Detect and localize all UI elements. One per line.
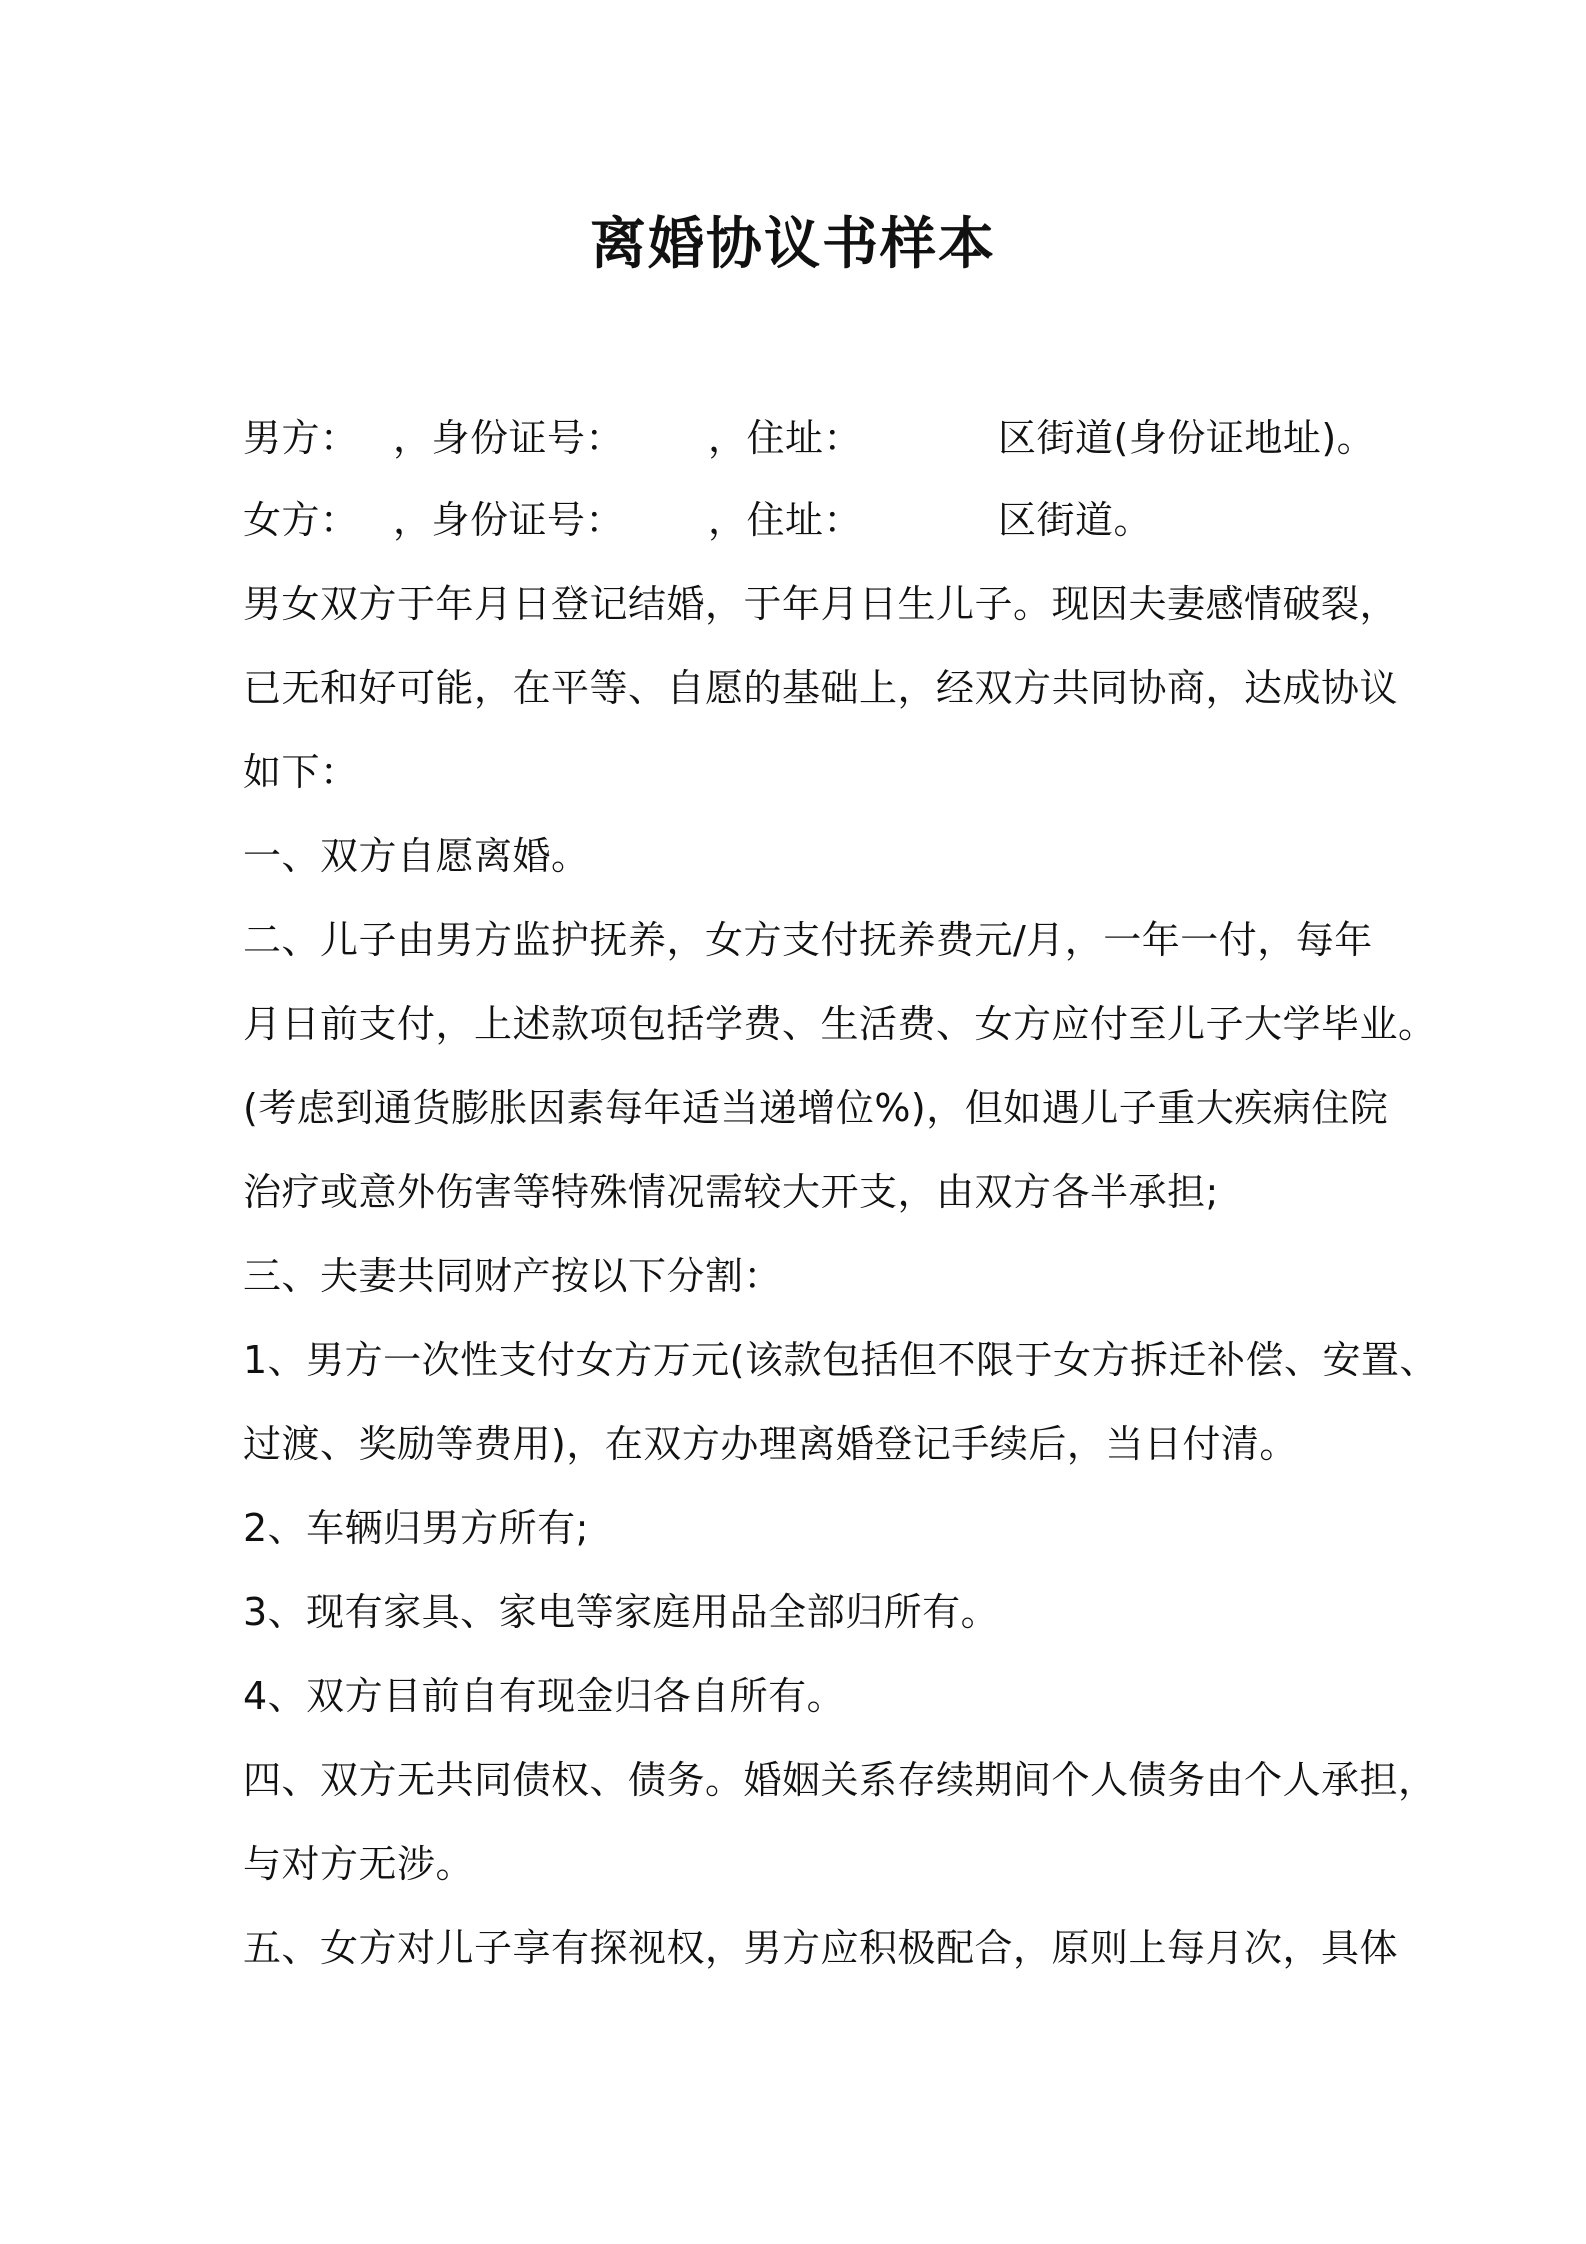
- party-female-address-label: ，住址：: [708, 498, 863, 542]
- party-male-address-suffix: 区街道(身份证地址)。: [998, 416, 1376, 460]
- body-line: 已无和好可能，在平等、自愿的基础上，经双方共同协商，达成协议: [243, 666, 1399, 710]
- party-female-label: 女方：: [243, 498, 359, 542]
- body-line: 2、车辆归男方所有;: [243, 1506, 589, 1550]
- body-line: 五、女方对儿子享有探视权，男方应积极配合，原则上每月次，具体: [243, 1926, 1399, 1970]
- body-line: 三、夫妻共同财产按以下分割：: [243, 1254, 783, 1298]
- body-line: 如下：: [243, 750, 359, 794]
- party-male-address-label: ，住址：: [708, 416, 863, 460]
- body-line: 4、双方目前自有现金归各自所有。: [243, 1674, 846, 1718]
- body-line: 治疗或意外伤害等特殊情况需较大开支，由双方各半承担;: [243, 1170, 1219, 1214]
- body-line: 一、双方自愿离婚。: [243, 834, 590, 878]
- body-line: 四、双方无共同债权、债务。婚姻关系存续期间个人债务由个人承担，: [243, 1758, 1437, 1802]
- body-line: 与对方无涉。: [243, 1842, 475, 1886]
- body-line: 3、现有家具、家电等家庭用品全部归所有。: [243, 1590, 1000, 1634]
- party-female-id-label: ，身份证号：: [393, 498, 625, 542]
- body-line: (考虑到通货膨胀因素每年适当递增位%)，但如遇儿子重大疾病住院: [243, 1086, 1389, 1130]
- body-line: 二、儿子由男方监护抚养，女方支付抚养费元/月，一年一付，每年: [243, 918, 1373, 962]
- body-line: 1、男方一次性支付女方万元(该款包括但不限于女方拆迁补偿、安置、: [243, 1338, 1439, 1382]
- party-male-label: 男方：: [243, 416, 359, 460]
- document-title: 离婚协议书样本: [590, 212, 996, 277]
- body-line: 男女双方于年月日登记结婚，于年月日生儿子。现因夫妻感情破裂，: [243, 582, 1399, 626]
- party-female-address-suffix: 区街道。: [998, 498, 1153, 542]
- body-line: 过渡、奖励等费用)，在双方办理离婚登记手续后，当日付清。: [243, 1422, 1298, 1466]
- body-line: 月日前支付，上述款项包括学费、生活费、女方应付至儿子大学毕业。: [243, 1002, 1437, 1046]
- party-male-id-label: ，身份证号：: [393, 416, 625, 460]
